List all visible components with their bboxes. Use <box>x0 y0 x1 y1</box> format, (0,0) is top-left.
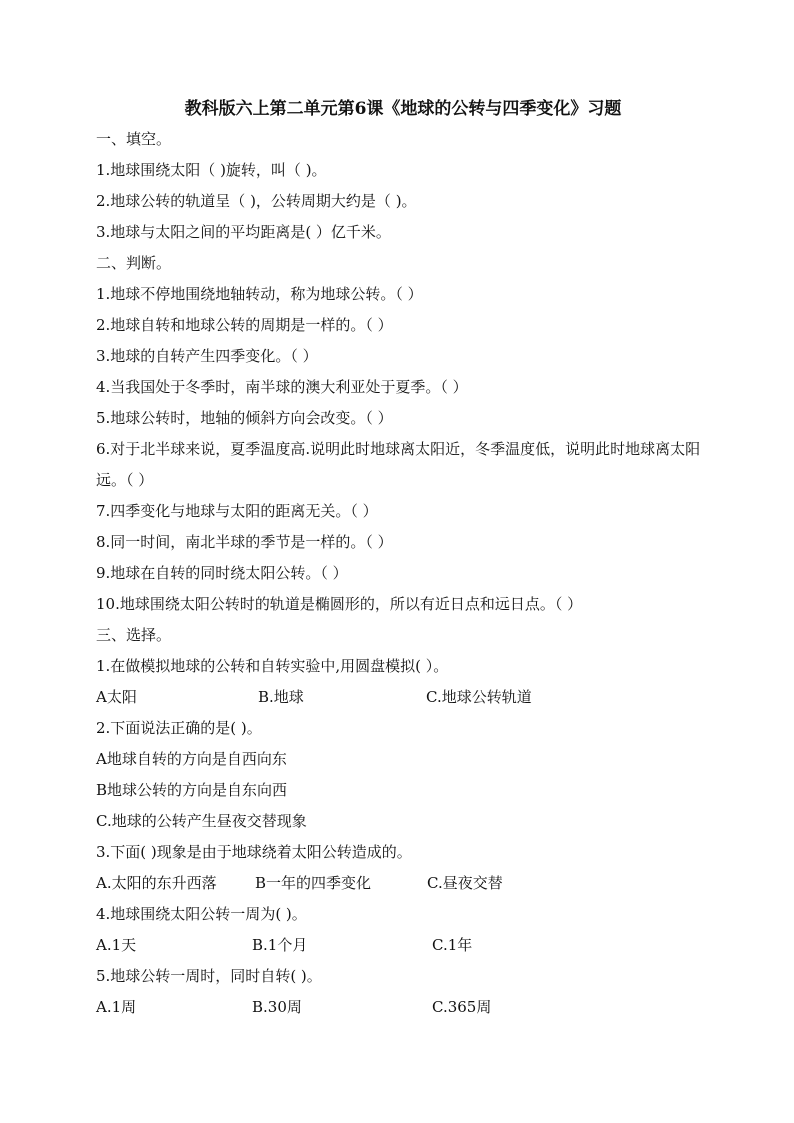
section-judge-heading: 二、判断。 <box>96 254 172 272</box>
choice-options-3 <box>96 868 702 899</box>
worksheet-title: 教科版六上第二单元第6课《地球的公转与四季变化》习题 <box>184 99 622 119</box>
judge-question-10: 10.地球围绕太阳公转时的轨道是椭圆形的，所以有近日点和远日点。（ ） <box>96 595 583 613</box>
judge-question-8: 8.同一时间，南北半球的季节是一样的。（ ） <box>96 533 393 551</box>
choice-1-option-c: C.地球公转轨道 <box>426 688 532 706</box>
choice-question-3: 3.下面( )现象是由于地球绕着太阳公转造成的。 <box>96 843 412 861</box>
choice-5-option-b: B.30周 <box>252 998 302 1016</box>
judge-question-3: 3.地球的自转产生四季变化。（ ） <box>96 347 318 365</box>
section-choice-heading: 三、选择。 <box>96 626 172 644</box>
fill-in-question-1: 1.地球围绕太阳（ )旋转，叫（ )。 <box>96 161 327 179</box>
fill-in-question-3: 3.地球与太阳之间的平均距离是( ）亿千米。 <box>96 223 391 241</box>
choice-3-option-a: A.太阳的东升西落 <box>96 874 217 892</box>
judge-question-7: 7.四季变化与地球与太阳的距离无关。（ ） <box>96 502 378 520</box>
judge-question-9: 9.地球在自转的同时绕太阳公转。（ ） <box>96 564 348 582</box>
choice-1-option-b: B.地球 <box>258 688 304 706</box>
choice-4-option-c: C.1年 <box>432 936 473 954</box>
worksheet <box>96 94 702 1023</box>
fill-in-question-2: 2.地球公转的轨道呈（ )，公转周期大约是（ )。 <box>96 192 417 210</box>
section-fill-in-heading: 一、填空。 <box>96 130 172 148</box>
choice-options-1 <box>96 682 702 713</box>
choice-4-option-b: B.1个月 <box>252 936 308 954</box>
judge-question-6: 6.对于北半球来说，夏季温度高.说明此时地球离太阳近，冬季温度低，说明此时地球离太阳远。（ ） <box>96 440 701 489</box>
choice-options-4 <box>96 930 702 961</box>
choice-options-5 <box>96 992 702 1023</box>
judge-question-1: 1.地球不停地围绕地轴转动，称为地球公转。（ ） <box>96 285 423 303</box>
choice-question-5: 5.地球公转一周时，同时自转( )。 <box>96 967 322 985</box>
choice-1-option-a: A太阳 <box>96 688 137 706</box>
choice-2-option-c: C.地球的公转产生昼夜交替现象 <box>96 812 307 830</box>
judge-question-2: 2.地球自转和地球公转的周期是一样的。（ ） <box>96 316 393 334</box>
choice-question-2: 2.下面说法正确的是( )。 <box>96 719 262 737</box>
choice-3-option-c: C.昼夜交替 <box>427 874 503 892</box>
choice-3-option-b: B一年的四季变化 <box>255 874 372 892</box>
choice-question-1: 1.在做模拟地球的公转和自转实验中,用圆盘模拟( ）。 <box>96 657 449 675</box>
judge-question-5: 5.地球公转时，地轴的倾斜方向会改变。（ ） <box>96 409 393 427</box>
choice-4-option-a: A.1天 <box>96 936 137 954</box>
choice-5-option-a: A.1周 <box>96 998 137 1016</box>
choice-question-4: 4.地球围绕太阳公转一周为( )。 <box>96 905 307 923</box>
judge-question-4: 4.当我国处于冬季时，南半球的澳大利亚处于夏季。（ ） <box>96 378 468 396</box>
choice-2-option-a: A地球自转的方向是自西向东 <box>96 750 287 768</box>
choice-5-option-c: C.365周 <box>432 998 492 1016</box>
choice-2-option-b: B地球公转的方向是自东向西 <box>96 781 288 799</box>
